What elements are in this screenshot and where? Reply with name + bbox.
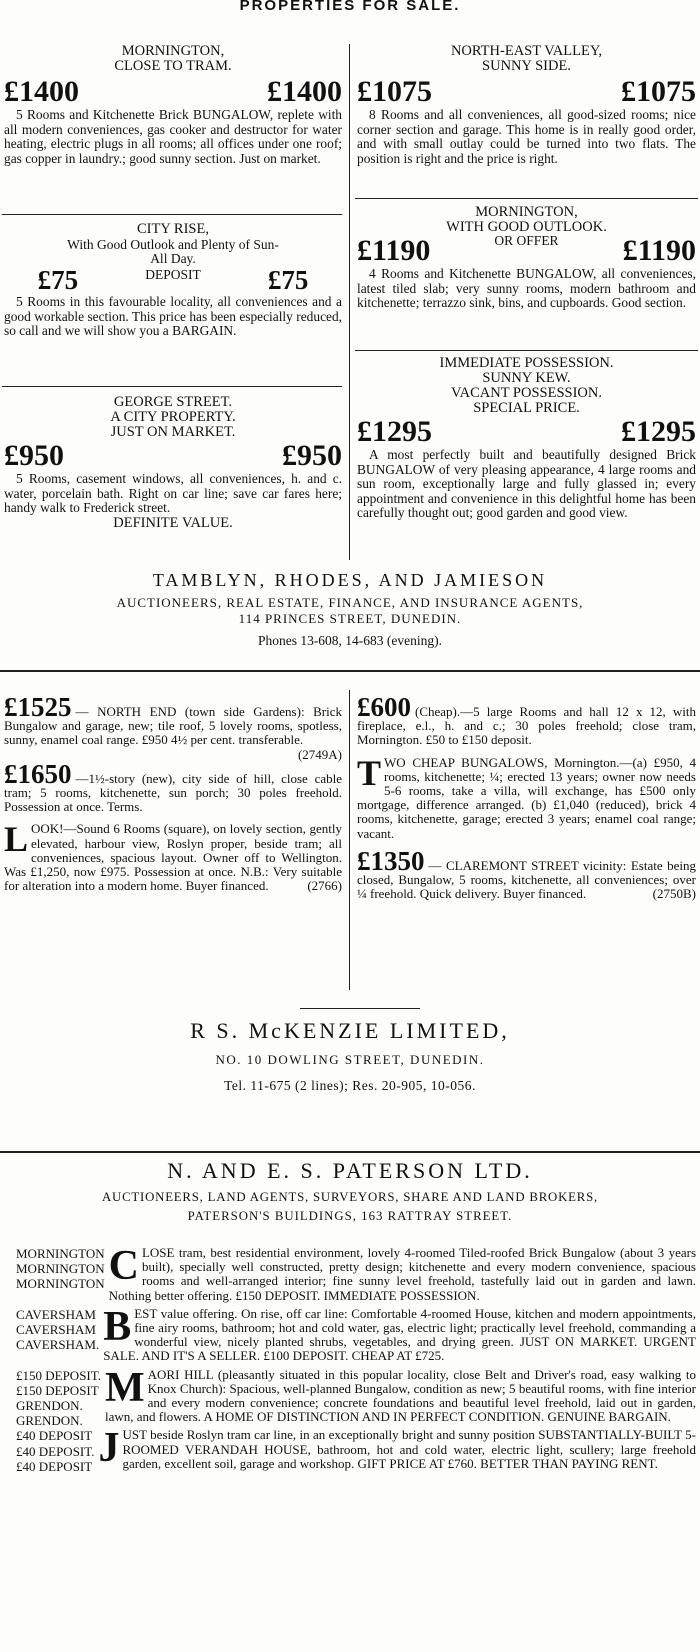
ad-heading: NORTH-EAST VALLEY, xyxy=(450,43,603,59)
ad-body: 8 Rooms and all conveniences, all good-sized rooms; nice corner section and garage. This home is in really good order, and with small outlay could be turned into two flats. The position is right and the price is right. xyxy=(357,107,696,166)
ad-heading: A CITY PROPERTY. xyxy=(110,409,236,425)
listing-text: LOSE tram, best residential environment, lovely 4-roomed Tiled-roofed Brick Bungalow (about 3 years built), specially well constructed, pretty design; kitchenette and every modern convenience, spacious rooms and well-arranged interior; fine sunny level freehold, tastefully laid out in garden and lawn. Nothing better offering. £150 DEPOSIT. IMMEDIATE POSSESSION. xyxy=(108,1245,696,1303)
firm-phones: Phones 13-608, 14-683 (evening). xyxy=(257,633,443,648)
price-left: £1400 xyxy=(4,75,79,108)
ad-heading: JUST ON MARKET. xyxy=(110,424,236,440)
firm-phones: Tel. 11-675 (2 lines); Res. 20-905, 10-056. xyxy=(224,1078,476,1093)
ad-heading: SUNNY KEW. xyxy=(482,370,571,386)
listing-text: EST value offering. On rise, off car line: Comfortable 4-roomed House, kitchen and modern appointments, fine airy rooms, bathroom; hot and cold water, gas, electric light; practically level freehold, commanding a wonderful view, nicely planted shrubs, vegetables, and drying green. JUST ON MARKET. URGENT SALE. AND IT'S A SELLER. £100 DEPOSIT. CHEAP AT £725. xyxy=(103,1305,696,1364)
column-divider xyxy=(349,690,350,990)
ad-mornington-outlook xyxy=(357,205,696,311)
section-divider xyxy=(0,670,700,672)
price-left: £950 xyxy=(4,439,64,472)
listing-maori-hill xyxy=(16,1364,696,1429)
firm-address: PATERSON'S BUILDINGS, 163 RATTRAY STREET. xyxy=(187,1209,513,1223)
price: £1525 xyxy=(4,692,72,722)
location-tags: £40 DEPOSIT £40 DEPOSIT. £40 DEPOSIT xyxy=(16,1428,95,1474)
ad-heading: GEORGE STREET. xyxy=(113,394,233,410)
drop-cap: B xyxy=(103,1303,132,1350)
classified-text: — NORTH END (town side Gardens): Brick Bungalow and garage, new; tile roof, 5 lovely rooms, spotless, sunny, enamel coal range. £950 4½ per cent. transferable. xyxy=(4,704,342,748)
firm-name: N. AND E. S. PATERSON LTD. xyxy=(167,1158,533,1183)
ad-heading: SPECIAL PRICE. xyxy=(473,400,580,416)
divider xyxy=(355,198,698,199)
classified-cheap xyxy=(357,692,696,748)
ad-heading: CLOSE TO TRAM. xyxy=(114,58,232,74)
ad-city-rise xyxy=(4,222,342,339)
ad-body: 5 Rooms in this favourable locality, all conveniences and a good workable section. This price has been especially reduced, so call and we will show you a BARGAIN. xyxy=(4,294,342,339)
ad-heading: CITY RISE, xyxy=(137,221,209,237)
drop-cap: J xyxy=(98,1425,120,1472)
classified-look xyxy=(4,819,342,894)
column-divider xyxy=(349,44,350,560)
classified-two-bungalows xyxy=(357,752,696,841)
classified-text: WO CHEAP BUNGALOWS, Mornington.—(a) £950, 4 rooms, kitchenette; ¼; erected 13 years; owner now needs 5-6 rooms, take a villa, will exchange, has £500 only mortgage, difference arranged. (b) £1,040 (reduced), brick 4 rooms, kitchenette, garage; erected 3 years; enamel coal range; vacant. xyxy=(357,754,696,841)
drop-cap: C xyxy=(108,1243,139,1289)
drop-cap: L xyxy=(4,819,29,860)
page-title: PROPERTIES FOR SALE. xyxy=(239,0,461,14)
ad-subheading: With Good Outlook and Plenty of Sun- xyxy=(67,237,279,252)
ref-number: (2749A) xyxy=(297,746,342,762)
price-left: £1075 xyxy=(357,75,432,108)
firm-line: AUCTIONEERS, LAND AGENTS, SURVEYORS, SHARE AND LAND BROKERS, xyxy=(102,1190,598,1204)
classified-story xyxy=(4,758,342,815)
firm-line: AUCTIONEERS, REAL ESTATE, FINANCE, AND INSURANCE AGENTS, xyxy=(116,595,584,610)
price-right: £1400 xyxy=(267,75,342,108)
drop-cap: T xyxy=(357,752,382,793)
price-left: £1190 xyxy=(357,234,431,267)
divider xyxy=(355,350,698,351)
firm-block-paterson xyxy=(0,1158,700,1224)
ad-body: A most perfectly built and beautifully designed Brick BUNGALOW of very pleasing appearance, 4 large rooms and sun room, exceptionally large and fully glassed in; every appointment and convenience in this delightful home has been carefully thought out; good garden and good view. xyxy=(357,447,696,521)
ref-number: (2750B) xyxy=(652,886,696,902)
price-right: £1295 xyxy=(621,415,696,448)
classified-text: (Cheap).—5 large Rooms and hall 12 x 12, with fireplace, e.l., h. and c.; 30 poles freehold; close tram, Mornington. £50 to £150 deposit. xyxy=(357,704,696,748)
firm-name: TAMBLYN, RHODES, AND JAMIESON xyxy=(152,570,548,590)
ad-sunny-kew xyxy=(357,356,696,521)
ad-body: 5 Rooms, casement windows, all conveniences, h. and c. water, porcelain bath. Right on car line; save car fares here; handy walk to Frederick street. xyxy=(4,471,342,516)
price: £600 xyxy=(357,692,411,722)
mid-left-column xyxy=(4,692,342,894)
price-right: £1190 xyxy=(622,234,696,267)
firm-block-mckenzie xyxy=(0,1018,700,1094)
classified-text: OOK!—Sound 6 Rooms (square), on lovely section, gently elevated, harbour view, Roslyn proper, beside tram; all conveniences, spacious layout. Owner off to Wellington. Was £1,250, now £975. Possession at once. N.B.: Very suitable for alteration into a modern home. Buyer financed. xyxy=(4,821,342,894)
price: £1650 xyxy=(4,758,72,789)
ad-heading: MORNINGTON, xyxy=(121,43,225,59)
location-tags: £150 DEPOSIT. £150 DEPOSIT GRENDON. GRENDON. xyxy=(16,1367,101,1429)
listing-caversham xyxy=(16,1303,696,1364)
price-right: £75 xyxy=(267,265,309,295)
drop-cap: M xyxy=(104,1364,145,1411)
price-right: £1075 xyxy=(621,75,696,108)
classified-text: — CLAREMONT STREET vicinity: Estate being closed, Bungalow, 5 rooms, kitchenette, all conveniences; over ¼ freehold. Quick delivery. Buyer financed. xyxy=(357,857,696,902)
location-tags: CAVERSHAM CAVERSHAM CAVERSHAM. xyxy=(16,1306,100,1353)
ad-subheading: All Day. xyxy=(150,251,196,266)
divider xyxy=(2,386,342,387)
mid-right-column xyxy=(357,692,696,902)
deposit-label: DEPOSIT xyxy=(145,267,201,282)
ad-north-east-valley xyxy=(357,44,696,166)
ad-footer: DEFINITE VALUE. xyxy=(113,514,233,531)
listing-text: AORI HILL (pleasantly situated in this popular locality, close Belt and Driver's road, easy walking to Knox Church): Spacious, well-planned Bungalow, condition as new; 5 beautiful rooms, with fine interior and every modern convenience; concrete foundations and beautiful level freehold, laid out in garden, lawn, and flowers. A HOME OF DISTINCTION AND IN PERFECT CONDITION. GENUINE BARGAIN. xyxy=(104,1366,696,1425)
listing-roslyn xyxy=(16,1425,696,1474)
price: £1350 xyxy=(357,845,425,876)
ad-heading: IMMEDIATE POSSESSION. xyxy=(439,355,614,371)
price-left: £1295 xyxy=(357,415,432,448)
listing-text: UST beside Roslyn tram car line, in an exceptionally bright and sunny position SUBSTANTIALLY-BUILT 5-ROOMED VERANDAH HOUSE, bathroom, hot and cold water, electric light, scullery; large freehold garden, excellent soil, garage and workshop. GIFT PRICE AT £760. BETTER THAN PAYING RENT. xyxy=(122,1427,696,1471)
paterson-listings xyxy=(16,1243,696,1474)
price-left: £75 xyxy=(37,265,79,295)
firm-address: NO. 10 DOWLING STREET, DUNEDIN. xyxy=(215,1052,485,1067)
divider xyxy=(2,214,342,215)
ad-heading: SUNNY SIDE. xyxy=(482,58,571,74)
ad-mornington-tram xyxy=(4,44,342,166)
short-divider xyxy=(300,1008,420,1009)
classified-north-end xyxy=(4,692,342,762)
firm-address: 114 PRINCES STREET, DUNEDIN. xyxy=(238,611,462,626)
ref-number: (2766) xyxy=(307,878,342,894)
location-tags: MORNINGTON MORNINGTON MORNINGTON xyxy=(16,1246,105,1292)
price-right: £950 xyxy=(282,439,342,472)
section-divider xyxy=(0,1151,700,1153)
listing-mornington xyxy=(16,1243,696,1303)
ad-heading: WITH GOOD OUTLOOK. xyxy=(446,219,607,235)
classified-claremont xyxy=(357,845,696,902)
firm-block-tamblyn xyxy=(0,570,700,649)
ad-heading: VACANT POSSESSION. xyxy=(451,385,602,401)
ad-body: 5 Rooms and Kitchenette Brick BUNGALOW, replete with all modern conveniences, gas cooker and destructor for water heating, electric plugs in all rooms; all offices under one roof; gas copper in laundry.; good sunny section. Just on market. xyxy=(4,107,342,166)
ad-george-street xyxy=(4,395,342,531)
ad-heading: MORNINGTON, xyxy=(475,204,578,220)
ad-body: 4 Rooms and Kitchenette BUNGALOW, all conveniences, latest tiled slab; very sunny rooms, modern bathroom and kitchenette; terrazzo sink, bins, and cupboards. Good section. xyxy=(357,266,696,311)
classified-text: —1½-story (new), city side of hill, close cable tram; 5 rooms, kitchenette, sun porch; 30 poles freehold. Possession at once. Terms. xyxy=(4,770,342,815)
or-offer-label: OR OFFER xyxy=(494,233,559,248)
firm-name: R S. McKENZIE LIMITED, xyxy=(190,1018,510,1043)
